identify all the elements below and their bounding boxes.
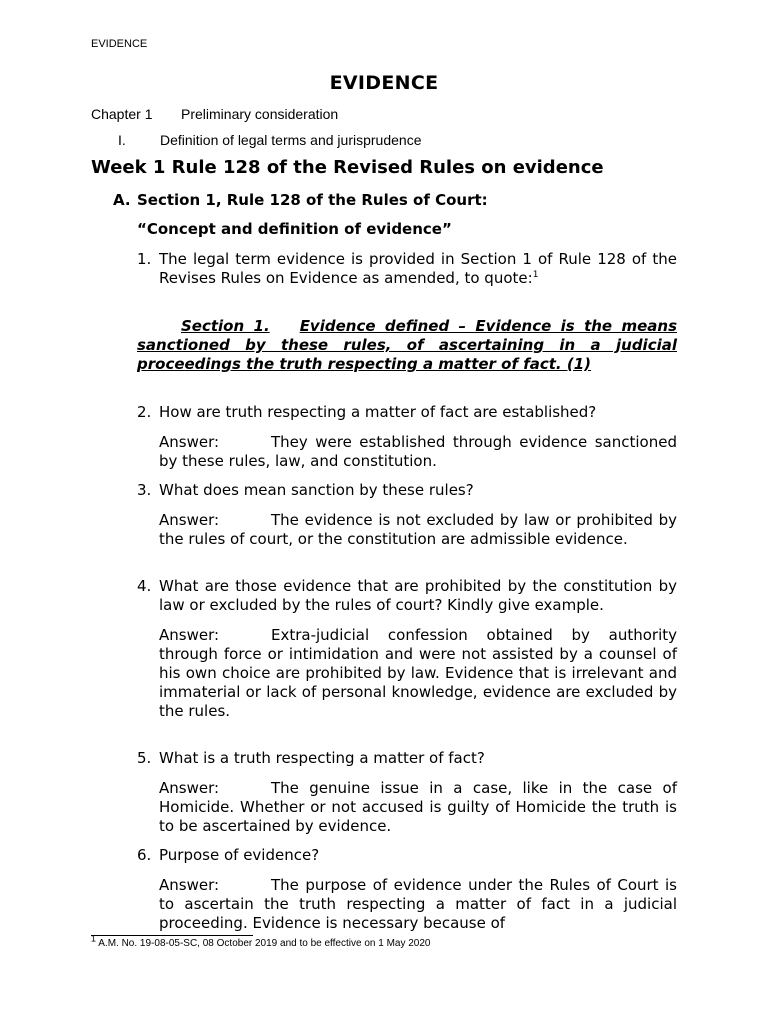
week-heading: Week 1 Rule 128 of the Revised Rules on evidence <box>91 157 604 178</box>
answer-label: Answer: <box>159 876 220 894</box>
concept-heading: “Concept and definition of evidence” <box>137 220 452 238</box>
item-number: 4. <box>137 577 152 595</box>
answer-label: Answer: <box>159 626 220 644</box>
item-answer <box>137 779 677 836</box>
list-item <box>137 577 677 721</box>
item-question: Purpose of evidence? <box>159 846 320 864</box>
footnote-mark: 1 <box>91 933 97 944</box>
item-answer <box>137 876 677 933</box>
item-answer <box>137 433 677 471</box>
outline-number: I. <box>118 132 126 148</box>
item-question: How are truth respecting a matter of fact are established? <box>159 403 597 421</box>
item-question: What is a truth respecting a matter of fact? <box>159 749 485 767</box>
item-answer <box>137 511 677 549</box>
item-number: 3. <box>137 481 152 499</box>
footnote-separator <box>91 935 253 936</box>
footnote <box>91 933 431 949</box>
section-heading-text: Section 1, Rule 128 of the Rules of Court: <box>137 191 488 209</box>
answer-text: They were established through evidence sanctioned by these rules, law, and constitution. <box>159 433 677 470</box>
list-item <box>137 250 677 288</box>
item-question: What does mean sanction by these rules? <box>159 481 474 499</box>
answer-text: The genuine issue in a case, like in the case of Homicide. Whether or not accused is guilty of Homicide the truth is to be ascertained by evidence. <box>159 779 677 835</box>
footnote-text: A.M. No. 19-08-05-SC, 08 October 2019 and to be effective on 1 May 2020 <box>98 938 431 949</box>
document-title: EVIDENCE <box>329 72 439 94</box>
item-text-body: The legal term evidence is provided in Section 1 of Rule 128 of the Revises Rules on Evidence as amended, to quote: <box>159 250 677 287</box>
list-item <box>137 403 677 471</box>
answer-text: The purpose of evidence under the Rules of Court is to ascertain the truth respecting a matter of fact in a judicial proceeding. Evidence is necessary because of <box>159 876 677 932</box>
item-number: 1. <box>137 250 152 268</box>
list-item <box>137 481 677 549</box>
list-item <box>137 846 677 933</box>
answer-text: Extra-judicial confession obtained by authority through force or intimidation and were not assisted by a counsel of his own choice are prohibited by law. Evidence that is irrelevant and immaterial or lack of personal knowledge, evidence are excluded by the rules. <box>159 626 677 720</box>
answer-text: The evidence is not excluded by law or prohibited by the rules of court, or the constitution are admissible evidence. <box>159 511 677 548</box>
item-number: 2. <box>137 403 152 421</box>
chapter-label: Chapter 1 <box>91 106 153 122</box>
item-text <box>159 250 677 288</box>
running-header: EVIDENCE <box>91 38 148 50</box>
rule-quote-text: Evidence defined – Evidence is the means sanctioned by these rules, of ascertaining in a judicial proceedings the truth respecting a matter of fact. (1) <box>137 317 678 373</box>
answer-label: Answer: <box>159 433 220 451</box>
chapter-line <box>91 106 338 122</box>
item-question: What are those evidence that are prohibited by the constitution by law or excluded by the rules of court? Kindly give example. <box>159 577 677 614</box>
item-number: 5. <box>137 749 152 767</box>
section-heading <box>113 191 488 209</box>
footnote-reference: 1 <box>532 270 539 280</box>
item-answer <box>137 626 677 721</box>
section-number: A. <box>113 191 131 209</box>
rule-quote <box>137 317 677 374</box>
item-number: 6. <box>137 846 152 864</box>
rule-quote-prefix: Section 1. <box>181 317 270 335</box>
list-item <box>137 749 677 836</box>
chapter-text: Preliminary consideration <box>181 106 339 122</box>
answer-label: Answer: <box>159 779 220 797</box>
outline-text: Definition of legal terms and jurisprudence <box>160 132 422 148</box>
outline-item <box>118 132 421 148</box>
answer-label: Answer: <box>159 511 220 529</box>
